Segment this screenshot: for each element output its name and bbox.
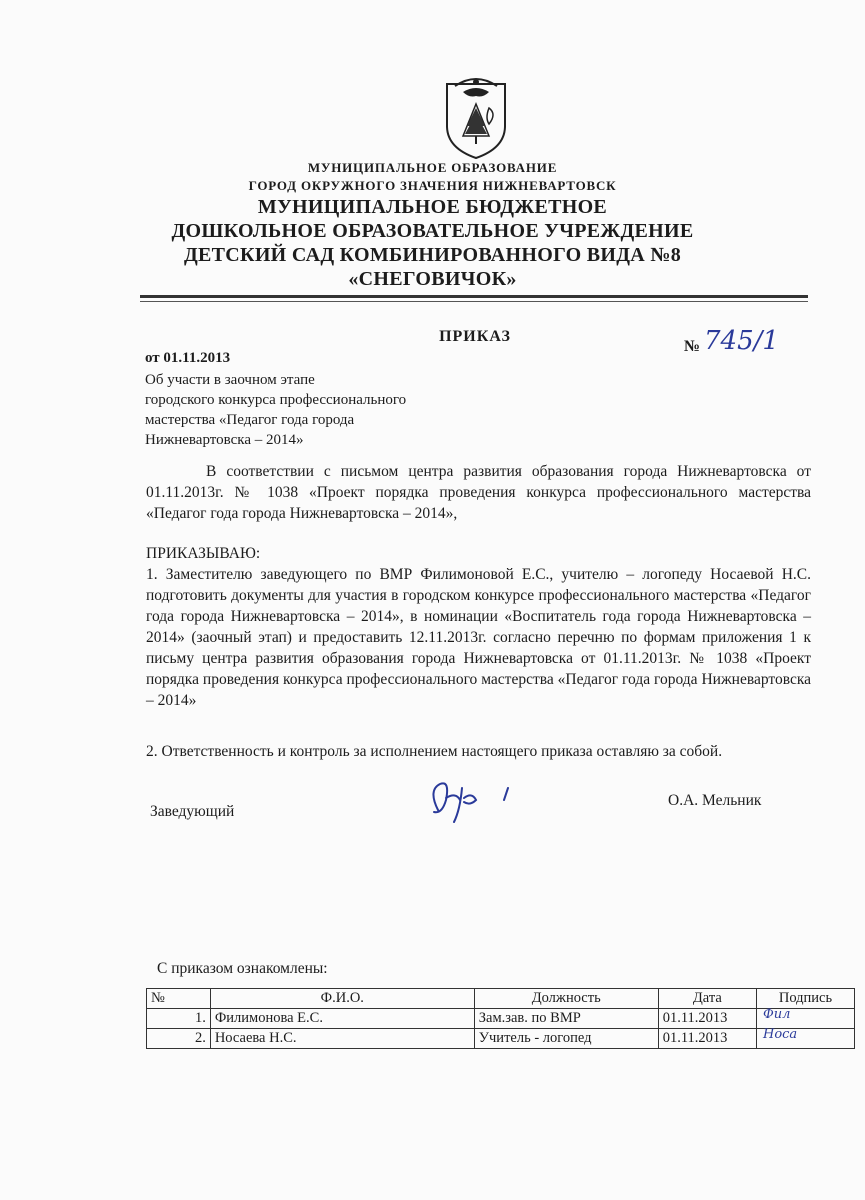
handwritten-signature: Носа xyxy=(762,1027,798,1042)
coat-of-arms-icon xyxy=(441,74,511,160)
col-date: Дата xyxy=(658,989,756,1009)
header-institution-name: «СНЕГОВИЧОК» xyxy=(348,268,517,290)
cell-date: 01.11.2013 xyxy=(658,1009,756,1029)
table-header-row xyxy=(147,989,855,1009)
cell-number: 1. xyxy=(147,1009,211,1029)
subject-line: мастерства «Педагог года города xyxy=(145,412,355,428)
cell-number: 2. xyxy=(147,1029,211,1049)
cell-date: 01.11.2013 xyxy=(658,1029,756,1049)
ordered-heading: ПРИКАЗЫВАЮ: xyxy=(146,545,261,562)
header-municipality: МУНИЦИПАЛЬНОЕ ОБРАЗОВАНИЕ xyxy=(307,160,558,175)
col-number: № xyxy=(147,989,211,1009)
signatory-name: О.А. Мельник xyxy=(668,792,762,809)
header-institution-line2: ДОШКОЛЬНОЕ ОБРАЗОВАТЕЛЬНОЕ УЧРЕЖДЕНИЕ xyxy=(171,220,694,242)
cell-fio: Носаева Н.С. xyxy=(210,1029,474,1049)
header-institution-line1: МУНИЦИПАЛЬНОЕ БЮДЖЕТНОЕ xyxy=(257,196,608,218)
col-position: Должность xyxy=(474,989,658,1009)
header-city: ГОРОД ОКРУЖНОГО ЗНАЧЕНИЯ НИЖНЕВАРТОВСК xyxy=(248,178,617,193)
order-item-2: 2. Ответственность и контроль за исполнением настоящего приказа оставляю за собой. xyxy=(146,743,723,760)
document-title: ПРИКАЗ xyxy=(439,328,511,345)
handwritten-signature: Фил xyxy=(762,1007,791,1022)
header-institution-line3: ДЕТСКИЙ САД КОМБИНИРОВАННОГО ВИДА №8 xyxy=(183,244,682,266)
cell-position: Зам.зав. по ВМР xyxy=(474,1009,658,1029)
order-date: от 01.11.2013 xyxy=(145,350,231,366)
header-divider-thin xyxy=(140,301,808,302)
cell-signature xyxy=(756,1009,854,1029)
col-signature: Подпись xyxy=(756,989,854,1009)
handwritten-signature-icon xyxy=(420,770,530,830)
intro-paragraph: В соответствии с письмом центра развития образования города Нижневартовска от 01.11.2013г. № 1038 «Проект порядка проведения конкурса профессионального мастерства «Педагог года города Нижневартовска – 2014», xyxy=(146,463,811,522)
order-subject xyxy=(145,370,406,450)
acknowledgement-table xyxy=(146,988,855,1049)
signatory-role: Заведующий xyxy=(150,803,235,820)
subject-line: городского конкурса профессионального xyxy=(145,392,407,408)
cell-fio: Филимонова Е.С. xyxy=(210,1009,474,1029)
cell-signature xyxy=(756,1029,854,1049)
cell-position: Учитель - логопед xyxy=(474,1029,658,1049)
subject-line: Нижневартовска – 2014» xyxy=(145,432,304,448)
order-number-label: № xyxy=(684,338,701,355)
order-item-1: 1. Заместителю заведующего по ВМР Филимоновой Е.С., учителю – логопеду Носаевой Н.С. подготовить документы для участия в городском конкурсе профессионального мастерства «Педагог года города Нижневартовска – 2014», в номинации «Воспитатель года города Нижневартовска – 2014» (заочный этап) и предоставить 12.11.2013г. согласно перечню по формам приложения 1 к письму центра развития образования города Нижневартовска от 01.11.2013г. № 1038 «Проект порядка проведения конкурса профессионального мастерства «Педагог года города Нижневартовска – 2014» xyxy=(146,566,811,709)
subject-line: Об участи в заочном этапе xyxy=(145,372,315,388)
order-number-handwritten: 745/1 xyxy=(704,326,779,356)
table-row xyxy=(147,1009,855,1029)
col-fio: Ф.И.О. xyxy=(210,989,474,1009)
header-divider-thick xyxy=(140,295,808,298)
acknowledgement-caption: С приказом ознакомлены: xyxy=(157,960,328,977)
table-row xyxy=(147,1029,855,1049)
